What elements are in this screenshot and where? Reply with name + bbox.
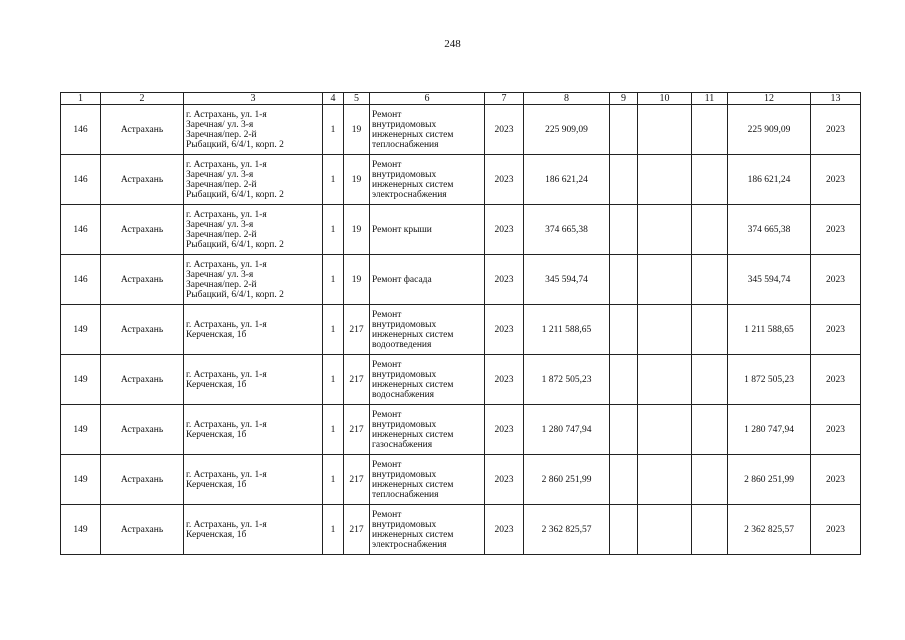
table-row bbox=[61, 205, 861, 255]
cell-work-type-line: инженерных систем bbox=[372, 479, 454, 490]
header-row bbox=[61, 93, 861, 105]
cell-work-type-line: внутридомовых bbox=[372, 369, 437, 380]
cell-year: 2023 bbox=[485, 455, 524, 505]
cell-work-type-line: теплоснабжения bbox=[372, 489, 439, 500]
cell-address bbox=[184, 355, 323, 405]
cell-total: 345 594,74 bbox=[728, 255, 811, 305]
cell-col10 bbox=[638, 505, 692, 555]
cell-work-type bbox=[370, 455, 485, 505]
cell-col11 bbox=[692, 305, 728, 355]
cell-address bbox=[184, 455, 323, 505]
cell-col9 bbox=[610, 355, 638, 405]
cell-work-type-line: водоотведения bbox=[372, 339, 432, 350]
cell-total: 1 211 588,65 bbox=[728, 305, 811, 355]
cell-total: 2 860 251,99 bbox=[728, 455, 811, 505]
cell-address-line: г. Астрахань, ул. 1-я bbox=[186, 259, 267, 270]
cell-city: Астрахань bbox=[101, 205, 184, 255]
column-header: 9 bbox=[610, 93, 638, 105]
cell-col10 bbox=[638, 155, 692, 205]
column-header: 3 bbox=[184, 93, 323, 105]
column-header: 13 bbox=[811, 93, 861, 105]
cell-col5: 217 bbox=[344, 305, 370, 355]
cell-col5: 217 bbox=[344, 505, 370, 555]
cell-row-number: 146 bbox=[61, 205, 101, 255]
cell-total: 1 280 747,94 bbox=[728, 405, 811, 455]
cell-address-line: Рыбацкий, 6/4/1, корп. 2 bbox=[186, 189, 284, 200]
cell-address-line: Керченская, 1б bbox=[186, 529, 247, 540]
cell-address-line: Заречная/пер. 2-й bbox=[186, 179, 257, 190]
cell-address bbox=[184, 505, 323, 555]
cell-end-year: 2023 bbox=[811, 255, 861, 305]
cell-col9 bbox=[610, 105, 638, 155]
cell-work-type-line: Ремонт bbox=[372, 359, 402, 370]
cell-work-type-line: инженерных систем bbox=[372, 329, 454, 340]
cell-end-year: 2023 bbox=[811, 505, 861, 555]
cell-col10 bbox=[638, 455, 692, 505]
cell-work-type-line: Ремонт bbox=[372, 109, 402, 120]
cell-col4: 1 bbox=[323, 205, 344, 255]
cell-cost: 2 362 825,57 bbox=[524, 505, 610, 555]
cell-col11 bbox=[692, 155, 728, 205]
cell-col11 bbox=[692, 105, 728, 155]
cell-col4: 1 bbox=[323, 505, 344, 555]
cell-year: 2023 bbox=[485, 105, 524, 155]
column-header: 7 bbox=[485, 93, 524, 105]
cell-work-type-line: электроснабжения bbox=[372, 539, 447, 550]
cell-address-line: Керченская, 1б bbox=[186, 329, 247, 340]
cell-work-type-line: теплоснабжения bbox=[372, 139, 439, 150]
cell-work-type bbox=[370, 205, 485, 255]
cell-address-line: г. Астрахань, ул. 1-я bbox=[186, 209, 267, 220]
cell-col4: 1 bbox=[323, 355, 344, 405]
cell-col10 bbox=[638, 305, 692, 355]
cell-row-number: 149 bbox=[61, 455, 101, 505]
cell-row-number: 149 bbox=[61, 505, 101, 555]
cell-work-type bbox=[370, 305, 485, 355]
cell-cost: 1 872 505,23 bbox=[524, 355, 610, 405]
cell-work-type bbox=[370, 505, 485, 555]
cell-year: 2023 bbox=[485, 255, 524, 305]
cell-address-line: г. Астрахань, ул. 1-я bbox=[186, 159, 267, 170]
cell-work-type-line: внутридомовых bbox=[372, 119, 437, 130]
cell-address-line: Керченская, 1б bbox=[186, 479, 247, 490]
cell-address bbox=[184, 155, 323, 205]
cell-col9 bbox=[610, 505, 638, 555]
cell-cost: 374 665,38 bbox=[524, 205, 610, 255]
cell-col9 bbox=[610, 455, 638, 505]
cell-col9 bbox=[610, 405, 638, 455]
cell-row-number: 146 bbox=[61, 155, 101, 205]
cell-address bbox=[184, 305, 323, 355]
cell-year: 2023 bbox=[485, 155, 524, 205]
cell-work-type-line: Ремонт bbox=[372, 409, 402, 420]
cell-col9 bbox=[610, 155, 638, 205]
cell-col5: 19 bbox=[344, 255, 370, 305]
cell-address-line: Рыбацкий, 6/4/1, корп. 2 bbox=[186, 239, 284, 250]
cell-col4: 1 bbox=[323, 105, 344, 155]
cell-end-year: 2023 bbox=[811, 305, 861, 355]
table-row bbox=[61, 405, 861, 455]
cell-col10 bbox=[638, 405, 692, 455]
cell-col10 bbox=[638, 255, 692, 305]
cell-work-type-line: инженерных систем bbox=[372, 529, 454, 540]
cell-col5: 217 bbox=[344, 405, 370, 455]
table-row bbox=[61, 505, 861, 555]
column-header: 12 bbox=[728, 93, 811, 105]
cell-col10 bbox=[638, 355, 692, 405]
cell-col11 bbox=[692, 505, 728, 555]
cell-address bbox=[184, 255, 323, 305]
cell-col5: 19 bbox=[344, 205, 370, 255]
cell-col5: 217 bbox=[344, 455, 370, 505]
cell-address-line: Заречная/ ул. 3-я bbox=[186, 219, 254, 230]
column-header: 5 bbox=[344, 93, 370, 105]
cell-col10 bbox=[638, 105, 692, 155]
cell-cost: 345 594,74 bbox=[524, 255, 610, 305]
cell-address-line: Рыбацкий, 6/4/1, корп. 2 bbox=[186, 139, 284, 150]
cell-end-year: 2023 bbox=[811, 455, 861, 505]
cell-address-line: г. Астрахань, ул. 1-я bbox=[186, 109, 267, 120]
cell-row-number: 149 bbox=[61, 305, 101, 355]
cell-work-type-line: внутридомовых bbox=[372, 469, 437, 480]
cell-address-line: Рыбацкий, 6/4/1, корп. 2 bbox=[186, 289, 284, 300]
cell-work-type bbox=[370, 405, 485, 455]
cell-work-type-line: инженерных систем bbox=[372, 379, 454, 390]
cell-col10 bbox=[638, 205, 692, 255]
cell-address-line: г. Астрахань, ул. 1-я bbox=[186, 319, 267, 330]
cell-work-type-line: внутридомовых bbox=[372, 319, 437, 330]
cell-end-year: 2023 bbox=[811, 405, 861, 455]
cell-cost: 186 621,24 bbox=[524, 155, 610, 205]
cell-year: 2023 bbox=[485, 305, 524, 355]
table-row bbox=[61, 105, 861, 155]
cell-work-type-line: Ремонт фасада bbox=[372, 274, 432, 285]
cell-col11 bbox=[692, 355, 728, 405]
cell-col4: 1 bbox=[323, 155, 344, 205]
cell-address-line: г. Астрахань, ул. 1-я bbox=[186, 419, 267, 430]
cell-col4: 1 bbox=[323, 405, 344, 455]
cell-end-year: 2023 bbox=[811, 105, 861, 155]
cell-total: 374 665,38 bbox=[728, 205, 811, 255]
cell-year: 2023 bbox=[485, 505, 524, 555]
cell-address-line: Керченская, 1б bbox=[186, 379, 247, 390]
cell-work-type-line: инженерных систем bbox=[372, 129, 454, 140]
cell-col9 bbox=[610, 305, 638, 355]
cell-col5: 19 bbox=[344, 105, 370, 155]
cell-end-year: 2023 bbox=[811, 205, 861, 255]
cell-col11 bbox=[692, 255, 728, 305]
cell-row-number: 149 bbox=[61, 355, 101, 405]
cell-work-type-line: электроснабжения bbox=[372, 189, 447, 200]
cell-cost: 1 211 588,65 bbox=[524, 305, 610, 355]
cell-work-type bbox=[370, 155, 485, 205]
column-header: 11 bbox=[692, 93, 728, 105]
cell-col11 bbox=[692, 405, 728, 455]
cell-col5: 217 bbox=[344, 355, 370, 405]
cell-col9 bbox=[610, 205, 638, 255]
table-row bbox=[61, 255, 861, 305]
cell-city: Астрахань bbox=[101, 105, 184, 155]
table-row bbox=[61, 355, 861, 405]
cell-city: Астрахань bbox=[101, 255, 184, 305]
cell-work-type-line: Ремонт bbox=[372, 509, 402, 520]
cell-year: 2023 bbox=[485, 355, 524, 405]
cell-col4: 1 bbox=[323, 255, 344, 305]
column-header: 2 bbox=[101, 93, 184, 105]
table-row bbox=[61, 455, 861, 505]
cell-end-year: 2023 bbox=[811, 355, 861, 405]
cell-total: 2 362 825,57 bbox=[728, 505, 811, 555]
repair-plan-table bbox=[60, 92, 861, 555]
cell-work-type bbox=[370, 355, 485, 405]
cell-address-line: г. Астрахань, ул. 1-я bbox=[186, 519, 267, 530]
cell-city: Астрахань bbox=[101, 355, 184, 405]
cell-city: Астрахань bbox=[101, 505, 184, 555]
cell-col9 bbox=[610, 255, 638, 305]
cell-address-line: г. Астрахань, ул. 1-я bbox=[186, 469, 267, 480]
cell-col4: 1 bbox=[323, 305, 344, 355]
page-number: 248 bbox=[444, 38, 461, 50]
cell-col4: 1 bbox=[323, 455, 344, 505]
cell-address-line: Заречная/ ул. 3-я bbox=[186, 269, 254, 280]
column-header: 1 bbox=[61, 93, 101, 105]
cell-end-year: 2023 bbox=[811, 155, 861, 205]
cell-cost: 1 280 747,94 bbox=[524, 405, 610, 455]
cell-work-type-line: Ремонт bbox=[372, 309, 402, 320]
column-header: 10 bbox=[638, 93, 692, 105]
cell-cost: 225 909,09 bbox=[524, 105, 610, 155]
cell-city: Астрахань bbox=[101, 155, 184, 205]
cell-total: 225 909,09 bbox=[728, 105, 811, 155]
cell-address-line: г. Астрахань, ул. 1-я bbox=[186, 369, 267, 380]
cell-cost: 2 860 251,99 bbox=[524, 455, 610, 505]
cell-work-type-line: инженерных систем bbox=[372, 429, 454, 440]
cell-row-number: 146 bbox=[61, 255, 101, 305]
cell-work-type bbox=[370, 105, 485, 155]
column-header: 6 bbox=[370, 93, 485, 105]
cell-work-type-line: инженерных систем bbox=[372, 179, 454, 190]
cell-work-type-line: Ремонт крыши bbox=[372, 224, 432, 235]
cell-city: Астрахань bbox=[101, 455, 184, 505]
cell-address-line: Заречная/пер. 2-й bbox=[186, 279, 257, 290]
cell-total: 186 621,24 bbox=[728, 155, 811, 205]
cell-work-type-line: внутридомовых bbox=[372, 419, 437, 430]
cell-col11 bbox=[692, 205, 728, 255]
table-row bbox=[61, 155, 861, 205]
cell-col5: 19 bbox=[344, 155, 370, 205]
cell-col11 bbox=[692, 455, 728, 505]
cell-address bbox=[184, 405, 323, 455]
cell-row-number: 149 bbox=[61, 405, 101, 455]
cell-work-type bbox=[370, 255, 485, 305]
cell-total: 1 872 505,23 bbox=[728, 355, 811, 405]
cell-year: 2023 bbox=[485, 405, 524, 455]
cell-work-type-line: Ремонт bbox=[372, 459, 402, 470]
cell-work-type-line: водоснабжения bbox=[372, 389, 435, 400]
cell-city: Астрахань bbox=[101, 305, 184, 355]
table-body bbox=[61, 105, 861, 555]
cell-work-type-line: газоснабжения bbox=[372, 439, 433, 450]
cell-address-line: Заречная/пер. 2-й bbox=[186, 129, 257, 140]
cell-address-line: Заречная/ ул. 3-я bbox=[186, 169, 254, 180]
cell-address-line: Керченская, 1б bbox=[186, 429, 247, 440]
column-header: 4 bbox=[323, 93, 344, 105]
cell-address bbox=[184, 105, 323, 155]
cell-work-type-line: внутридомовых bbox=[372, 519, 437, 530]
column-header: 8 bbox=[524, 93, 610, 105]
cell-city: Астрахань bbox=[101, 405, 184, 455]
cell-year: 2023 bbox=[485, 205, 524, 255]
cell-address-line: Заречная/пер. 2-й bbox=[186, 229, 257, 240]
cell-address-line: Заречная/ ул. 3-я bbox=[186, 119, 254, 130]
cell-address bbox=[184, 205, 323, 255]
table-row bbox=[61, 305, 861, 355]
cell-work-type-line: Ремонт bbox=[372, 159, 402, 170]
cell-row-number: 146 bbox=[61, 105, 101, 155]
cell-work-type-line: внутридомовых bbox=[372, 169, 437, 180]
